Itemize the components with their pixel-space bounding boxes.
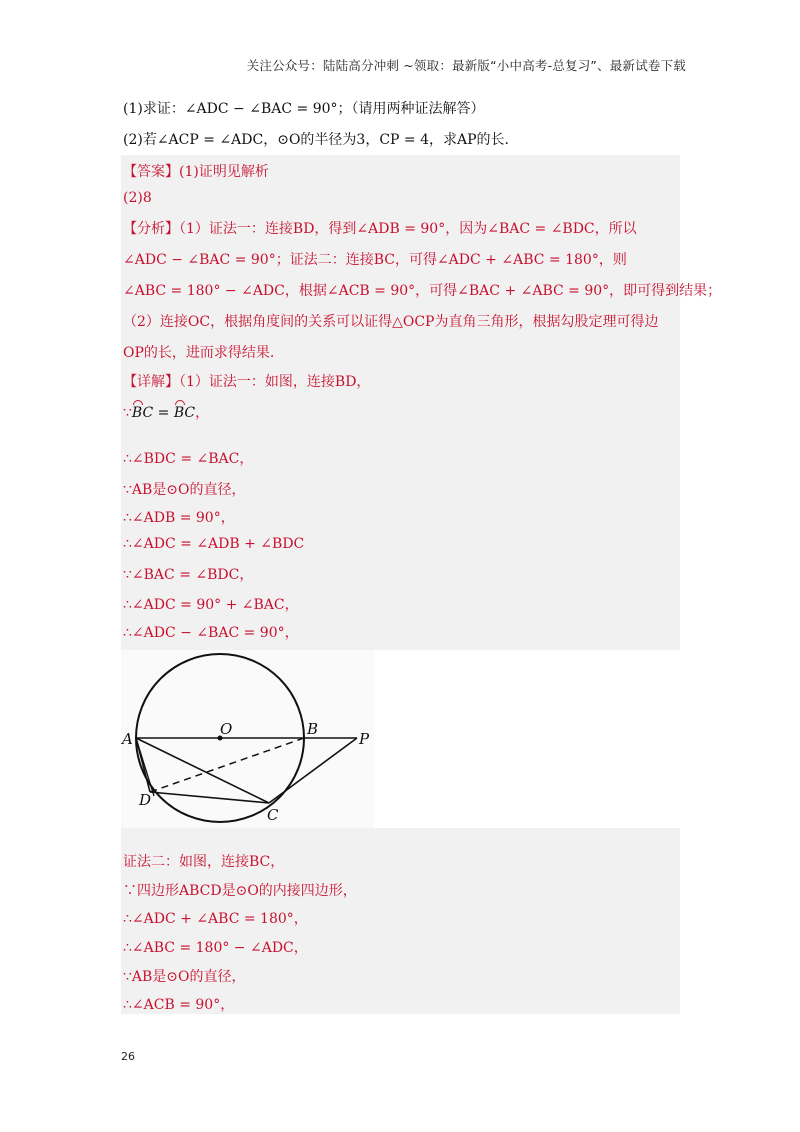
label-b: B	[307, 720, 319, 738]
detail-line-1-mid: =	[153, 405, 174, 421]
detail-line-1	[123, 402, 209, 422]
segment-bd-dashed	[150, 738, 304, 792]
page-number: 26	[121, 1050, 135, 1063]
detail-line-5: ∴∠ADC = ∠ADB + ∠BDC	[123, 536, 305, 552]
answer-line-1: 【答案】(1)证明见解析	[123, 164, 269, 180]
detail-line-1-suffix: ，	[195, 405, 210, 421]
method2-line-3: ∴∠ABC = 180° − ∠ADC，	[123, 940, 308, 956]
analysis-line-1: 【分析】（1）证法一：连接BD，得到∠ADB = 90°，因为∠BAC = ∠BDC，所以	[123, 221, 637, 237]
question-part-2: (2)若∠ACP = ∠ADC，⊙O的半径为3，CP = 4，求AP的长.	[123, 132, 509, 148]
geometry-figure	[121, 650, 374, 828]
page-header: 关注公众号：陆陆高分冲刺 ~领取：最新版“小中高考-总复习”、最新试卷下载	[246, 58, 686, 73]
circle-diagram	[121, 650, 374, 828]
arc-bc-left: BC	[131, 405, 154, 421]
question-part-1: (1)求证：∠ADC − ∠BAC = 90°；（请用两种证法解答）	[123, 101, 485, 117]
segment-cp	[269, 738, 357, 803]
detail-line-4: ∴∠ADB = 90°，	[123, 510, 235, 526]
analysis-line-2: ∠ADC − ∠BAC = 90°；证法二：连接BC，可得∠ADC + ∠ABC = 180°，则	[123, 252, 627, 268]
detail-line-2: ∴∠BDC = ∠BAC，	[123, 451, 254, 467]
segment-ad-inner	[136, 738, 154, 796]
detail-line-8: ∴∠ADC − ∠BAC = 90°，	[123, 625, 299, 641]
detail-line-0: 【详解】（1）证法一：如图，连接BD，	[123, 374, 371, 390]
detail-line-3: ∵AB是⊙O的直径，	[123, 482, 246, 498]
method2-line-2: ∴∠ADC + ∠ABC = 180°，	[123, 911, 308, 927]
label-c: C	[267, 806, 279, 824]
label-o: O	[220, 720, 233, 738]
method2-line-1: ∵四边形ABCD是⊙O的内接四边形，	[123, 883, 357, 899]
label-a: A	[122, 730, 133, 748]
detail-line-1-prefix: ∵	[123, 405, 132, 421]
answer-line-2: (2)8	[123, 190, 152, 206]
label-d: D	[139, 791, 152, 809]
method2-line-5: ∴∠ACB = 90°，	[123, 997, 235, 1013]
analysis-line-3: ∠ABC = 180° − ∠ADC，根据∠ACB = 90°，可得∠BAC + ∠ABC = 90°，即可得到结果；	[123, 283, 722, 299]
label-p: P	[359, 730, 370, 748]
arc-bc-right: BC	[173, 405, 196, 421]
analysis-line-5: OP的长，进而求得结果.	[123, 345, 275, 361]
method2-line-0: 证法二：如图，连接BC，	[123, 854, 285, 870]
analysis-line-4: （2）连接OC，根据角度间的关系可以证得△OCP为直角三角形，根据勾股定理可得边	[123, 314, 659, 330]
method2-line-4: ∵AB是⊙O的直径，	[123, 969, 246, 985]
detail-line-7: ∴∠ADC = 90° + ∠BAC，	[123, 597, 299, 613]
detail-line-6: ∵∠BAC = ∠BDC，	[123, 567, 254, 583]
